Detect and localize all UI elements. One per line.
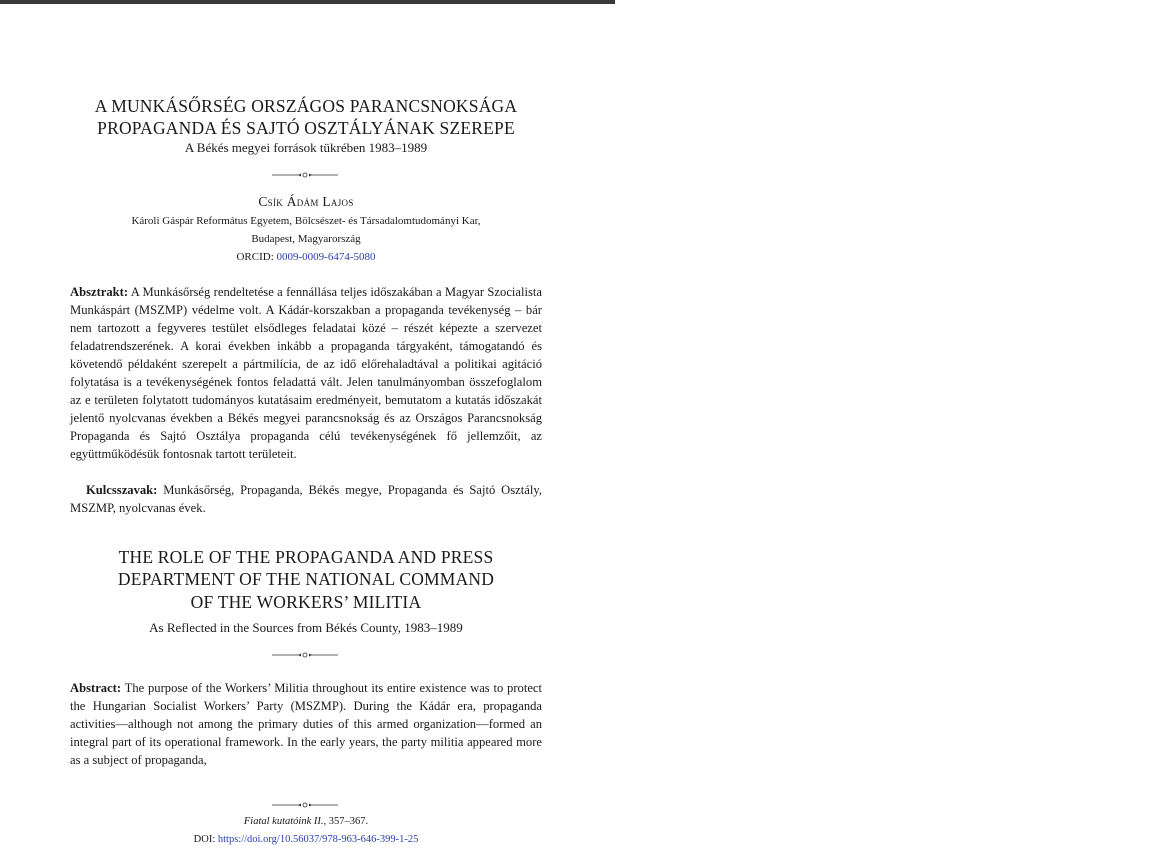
orcid-label: ORCID: <box>236 251 274 263</box>
hungarian-subtitle: A Békés megyei források tükrében 1983–1989 <box>184 140 428 155</box>
hungarian-title <box>0 95 612 139</box>
hungarian-keywords <box>70 481 542 517</box>
hungarian-title-line: PROPAGANDA ÉS SAJTÓ OSZTÁLYÁNAK SZEREPE <box>97 118 515 138</box>
orcid-link[interactable]: 0009-0009-6474-5080 <box>276 251 376 263</box>
ornament-divider-icon <box>272 652 338 658</box>
footer-citation <box>0 813 612 830</box>
orcid-line <box>0 248 612 266</box>
doi-label: DOI: <box>193 834 216 845</box>
author-name: Csík Ádám Lajos <box>258 194 354 209</box>
keywords-text: Munkásőrség, Propaganda, Békés megye, Propaganda és Sajtó Osztály, MSZMP, nyolcvanas évek. <box>70 483 542 515</box>
english-title-line: OF THE WORKERS’ MILITIA <box>190 591 422 612</box>
keywords-label: Kulcsszavak: <box>86 483 158 497</box>
hungarian-title-line: A MUNKÁSŐRSÉG ORSZÁGOS PARANCSNOKSÁGA <box>94 96 518 116</box>
doi-link[interactable]: https://doi.org/10.56037/978-963-646-399-1-25 <box>217 834 419 845</box>
english-title-line: THE ROLE OF THE PROPAGANDA AND PRESS <box>118 547 494 567</box>
hungarian-abstract <box>70 283 542 463</box>
abstract-label: Abstract: <box>70 681 122 695</box>
footer-doi <box>0 831 612 848</box>
journal-pages: 357–367. <box>328 816 369 827</box>
ornament-divider-icon <box>272 802 338 808</box>
english-title-line: DEPARTMENT OF THE NATIONAL COMMAND <box>117 569 495 590</box>
author-affiliation: Károli Gáspár Református Egyetem, Bölcsészet- és Társadalomtudományi Kar, <box>131 215 481 227</box>
english-title <box>0 546 612 613</box>
ornament-divider-icon <box>272 172 338 178</box>
english-subtitle: As Reflected in the Sources from Békés County, 1983–1989 <box>149 620 463 635</box>
journal-name: Fiatal kutatóink II., <box>243 816 327 827</box>
abstract-text: The purpose of the Workers’ Militia throughout its entire existence was to protect the Hungarian Socialist Workers’ Party (MSZMP). During the Kádár era, propaganda activities—although not among the primary duties of this armed organization—formed an integral part of its operational framework. In the early years, the party militia appeared more as a subject of propaganda, <box>70 681 543 767</box>
abstract-label: Absztrakt: <box>70 285 129 299</box>
abstract-text: A Munkásőrség rendeltetése a fennállása teljes időszakában a Magyar Szocialista Munkáspárt (MSZMP) védelme volt. A Kádár-korszakban a propaganda tevékenység – bár nem tartozott a fegyveres testület elsődleges feladatai közé – részét képezte a szervezet feladatrendszerének. A korai években inkább a propaganda tárgyaként, támogatandó és követendő példaként szerepelt a pártmilícia, de az idő előrehaladtával a politikai agitáció folytatása is a tevékenységének fontos feladattá vált. Jelen tanulmányomban összefoglalom az e területen folytatott tudományos kutatásaim eredményeit, bemutatom a kutatás időszakát jelentő nyolcvanas években a Békés megyei parancsnokság és az Országos Parancsnokság Propaganda és Sajtó Osztálya propaganda célú tevékenységének fő jellemzőit, az együttműködésük fontosnak tartott területeit. <box>70 285 542 461</box>
author-location: Budapest, Magyarország <box>251 233 361 245</box>
english-abstract <box>70 679 542 769</box>
